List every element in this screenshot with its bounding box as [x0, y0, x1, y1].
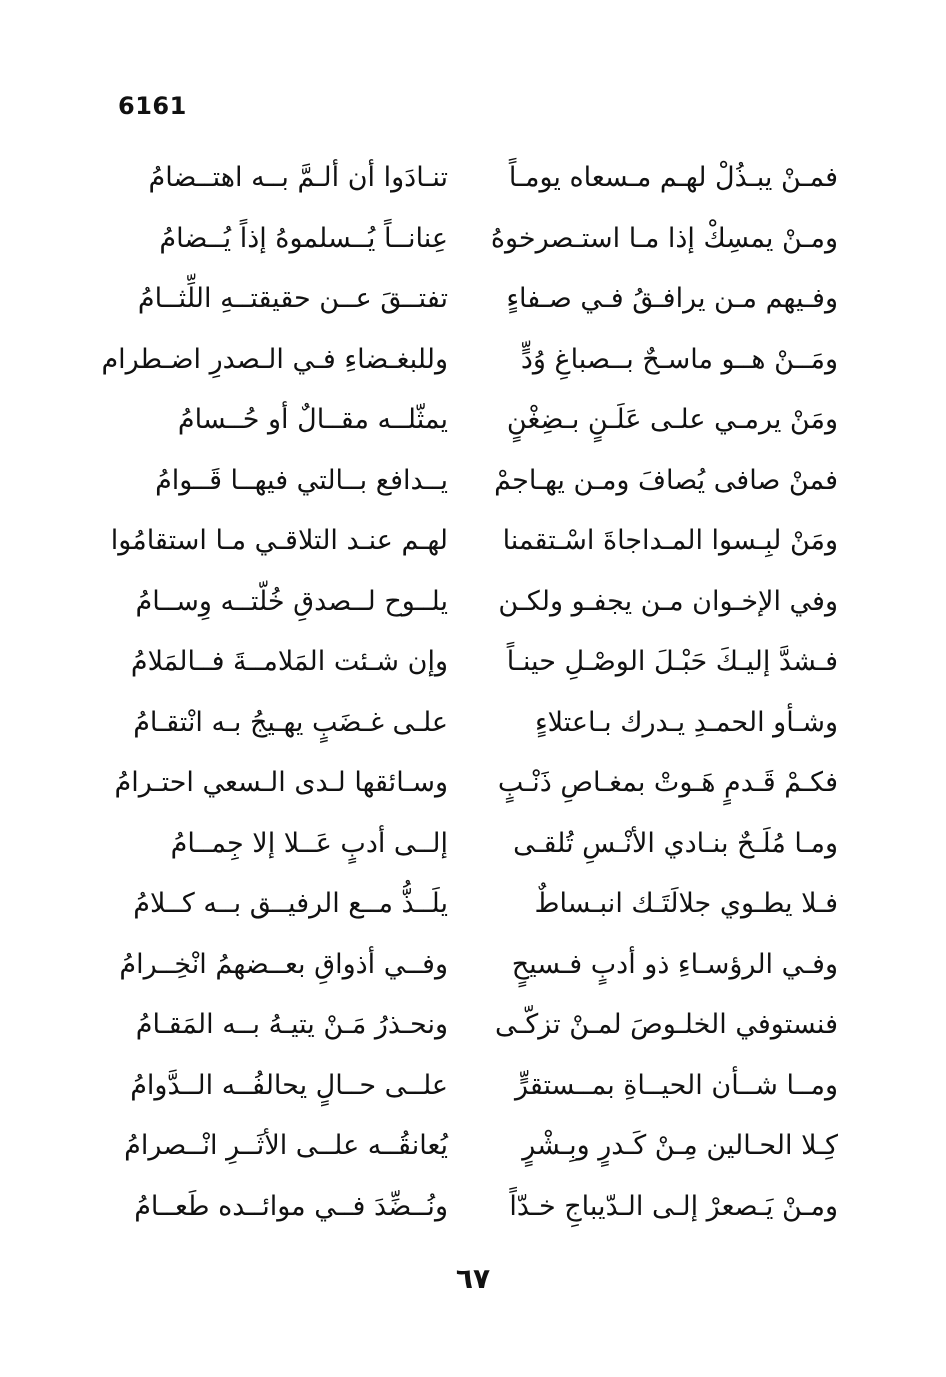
verse-second-hemistich: يــدافع بــالتي فيهــا قَــوامُ: [155, 464, 448, 496]
verse-line: [118, 451, 838, 512]
verse-first-hemistich: فكـمْ قَـدمٍ هَـوتْ بمغـاصِ ذَنْـبٍ: [497, 767, 838, 798]
verse-line: [118, 935, 838, 996]
verse-first-hemistich: وفـي الرؤسـاءِ ذو أدبٍ فـسيحٍ: [511, 948, 838, 980]
top-number: 6161: [118, 92, 187, 120]
verse-first-hemistich: كِـلا الحـالين مِـنْ كَـدرٍ وبِـشْرٍ: [522, 1130, 838, 1161]
verse-line: [118, 209, 838, 270]
verse-second-hemistich: يلَــذُّ مــع الرفيــق بــه كــلامُ: [133, 888, 448, 919]
verse-first-hemistich: ومـنْ يَـصعرْ إلـى الـدّيباجِ خـدّاً: [509, 1190, 838, 1222]
verse-line: [118, 693, 838, 754]
poem: [101, 148, 838, 1237]
verse-second-hemistich: ونُــضِّدَ فــي موائــده طَعــامُ: [134, 1190, 448, 1222]
verse-line: [118, 269, 838, 330]
verse-first-hemistich: وفـيهم مـن يرافـقُ فـي صـفاءٍ: [506, 283, 838, 314]
verse-line: [110, 511, 838, 572]
verse-line: [118, 1116, 838, 1177]
verse-line: [114, 753, 838, 814]
verse-first-hemistich: فمنْ صافى يُصافَ ومـن يهـاجمْ: [494, 464, 838, 496]
verse-second-hemistich: وإن شـئت المَلامــةَ فــالمَلامُ: [130, 646, 448, 677]
verse-line: [118, 1177, 838, 1238]
verse-second-hemistich: وسـائقها لـدى الـسعي احتـرامُ: [114, 767, 448, 798]
verse-line: [118, 572, 838, 633]
verse-line: [118, 390, 838, 451]
verse-line: [118, 632, 838, 693]
verse-first-hemistich: فنستوفي الخلـوصَ لمـنْ تزكّـى: [495, 1009, 838, 1040]
verse-second-hemistich: وفــي أذواقِ بعــضهمُ انْخِــرامُ: [119, 948, 448, 980]
verse-second-hemistich: ونحـذرُ مَـنْ يتيـهُ بــه المَقـامُ: [135, 1009, 448, 1040]
verse-first-hemistich: وفي الإخـوان مـن يجفـو ولكـن: [498, 585, 838, 617]
verse-second-hemistich: يُعانقُــه علــى الأثَــرِ انْــصرامُ: [124, 1130, 448, 1161]
verse-first-hemistich: وشـأو الحمـدِ يـدرك بـاعتلاءٍ: [534, 706, 838, 738]
verse-first-hemistich: ومَنْ لبِـسوا المـداجاةَ اسْـتقمنا: [502, 525, 838, 556]
verse-second-hemistich: تنـادَوا أن ألـمَّ بــه اهتــضامُ: [148, 162, 448, 193]
verse-second-hemistich: يلــوح لــصدقِ خُلّتــه وِســامُ: [135, 585, 448, 617]
verse-first-hemistich: ومَنْ يرمـي علـى عَلَـنٍ بـضِغْنٍ: [506, 404, 838, 435]
verse-second-hemistich: تفتــقَ عــن حقيقتــهِ اللِّثــامُ: [137, 283, 448, 314]
verse-first-hemistich: فمـنْ يبـذُلْ لهـم مـسعاه يومـاً: [508, 162, 838, 193]
verse-second-hemistich: إلــى أدبٍ عَــلا إلا جِمــامُ: [170, 827, 448, 859]
verse-first-hemistich: ومـا مُلَـحٌ بنـادي الأنْـسِ تُلقـى: [513, 827, 838, 859]
verse-first-hemistich: ومــا شــأن الحيــاةِ بمــستقرٍّ: [514, 1069, 838, 1101]
verse-second-hemistich: علــى حــالٍ يحالفُــه الــدَّوامُ: [130, 1069, 448, 1101]
verse-second-hemistich: علـى غـضَبٍ يهـيجُ بـه انْتقـامُ: [133, 706, 448, 738]
verse-line: [118, 1056, 838, 1117]
verse-line: [118, 874, 838, 935]
verse-line: [118, 148, 838, 209]
verse-line: [101, 330, 838, 391]
verse-first-hemistich: فـلا يطـوي جلالَتَـك انبـساطٌ: [534, 888, 838, 919]
verse-first-hemistich: ومـنْ يمسِكْ إذا مـا استـصرخوهُ: [490, 222, 838, 254]
verse-second-hemistich: عِنانــاً يُــسلموهُ إذاً يُــضامُ: [159, 222, 448, 254]
page-number: ٦٧: [455, 1262, 491, 1295]
verse-second-hemistich: يمثّلــه مقــالٌ أو حُــسامُ: [177, 404, 448, 435]
verse-line: [118, 814, 838, 875]
verse-second-hemistich: لهـم عنـد التلاقـي مـا استقامُوا: [110, 525, 448, 556]
verse-line: [118, 995, 838, 1056]
verse-second-hemistich: وللبغـضاءِ فـي الـصدرِ اضـطرام: [101, 343, 448, 375]
verse-first-hemistich: فـشدَّ إليـكَ حَبْـلَ الوصْـلِ حينـاً: [506, 646, 838, 677]
verse-first-hemistich: ومَــنْ هــو ماسـحٌ بــصباغِ وُدٍّ: [520, 343, 838, 375]
